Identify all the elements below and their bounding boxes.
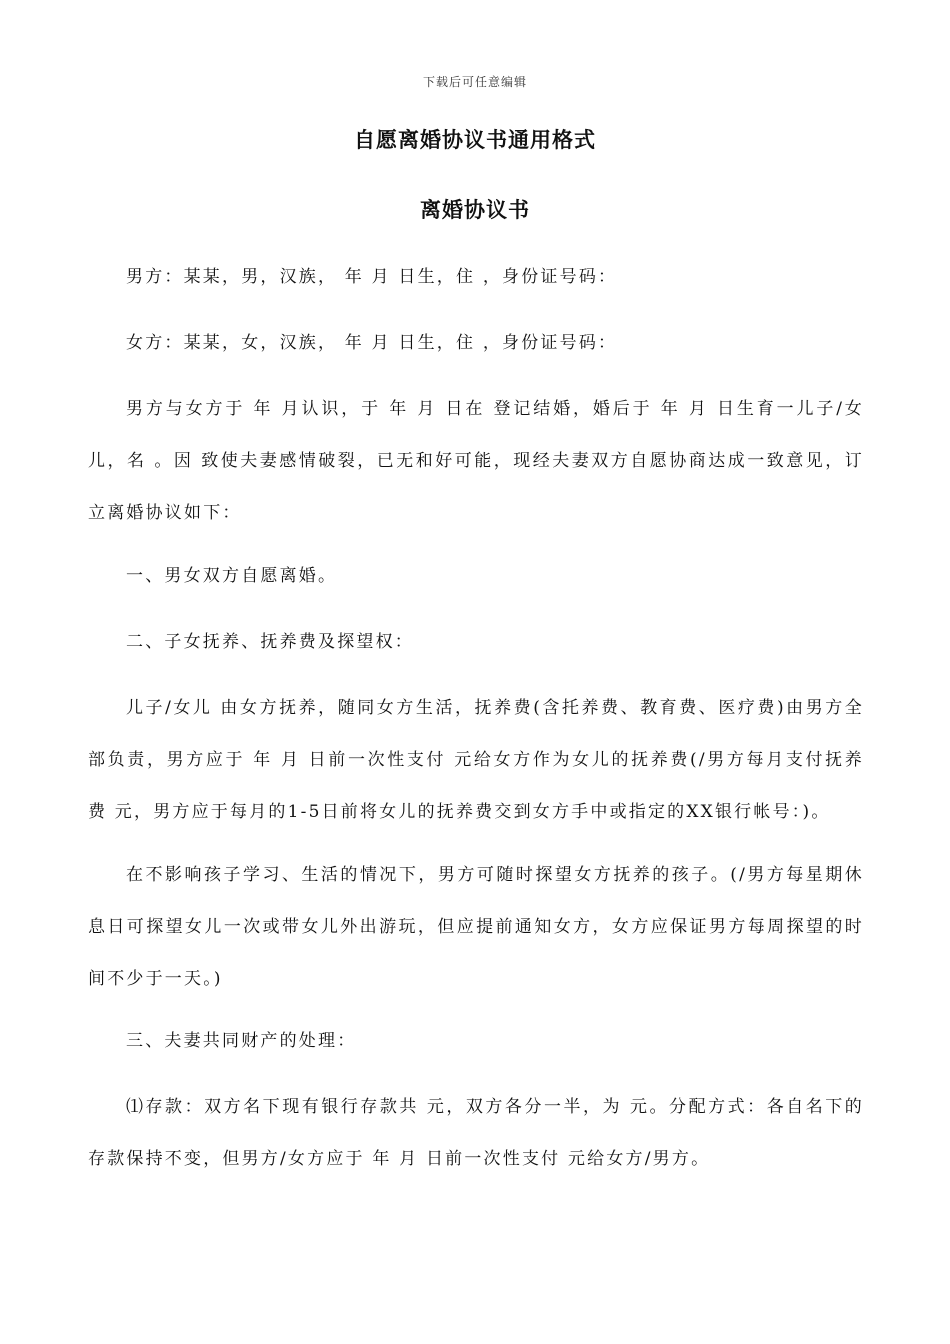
document-title: 自愿离婚协议书通用格式	[354, 128, 596, 152]
clause-3-heading: 三、夫妻共同财产的处理：	[126, 1031, 357, 1051]
paragraph-background: 男方与女方于 年 月认识，于 年 月 日在 登记结婚，婚后于 年 月 日生育一儿子/女儿，名 。因 致使夫妻感情破裂，已无和好可能，现经夫妻双方自愿协商达成一致意见，订立离婚协议如下：	[88, 399, 864, 523]
header-note: 下载后可任意编辑	[422, 75, 527, 89]
paragraph-savings: ⑴存款：双方名下现有银行存款共 元，双方各分一半，为 元。分配方式：各自名下的存款保持不变，但男方/女方应于 年 月 日前一次性支付 元给女方/男方。	[88, 1097, 864, 1169]
clause-1-divorce: 一、男女双方自愿离婚。	[126, 566, 338, 586]
document-subtitle: 离婚协议书	[420, 198, 530, 222]
paragraph-female-party: 女方：某某，女，汉族， 年 月 日生，住 ，身份证号码：	[126, 333, 618, 353]
paragraph-visitation: 在不影响孩子学习、生活的情况下，男方可随时探望女方抚养的孩子。(/男方每星期休息日可探望女儿一次或带女儿外出游玩，但应提前通知女方，女方应保证男方每周探望的时间不少于一天。)	[88, 865, 864, 989]
clause-2-heading: 二、子女抚养、抚养费及探望权：	[126, 632, 414, 652]
paragraph-child-support: 儿子/女儿 由女方抚养，随同女方生活，抚养费(含托养费、教育费、医疗费)由男方全部负责，男方应于 年 月 日前一次性支付 元给女方作为女儿的抚养费(/男方每月支付抚养费 元，男方应于每月的1-5日前将女儿的抚养费交到女方手中或指定的XX银行帐号：)。	[88, 698, 864, 822]
paragraph-male-party: 男方：某某，男，汉族， 年 月 日生，住 ，身份证号码：	[126, 267, 618, 287]
